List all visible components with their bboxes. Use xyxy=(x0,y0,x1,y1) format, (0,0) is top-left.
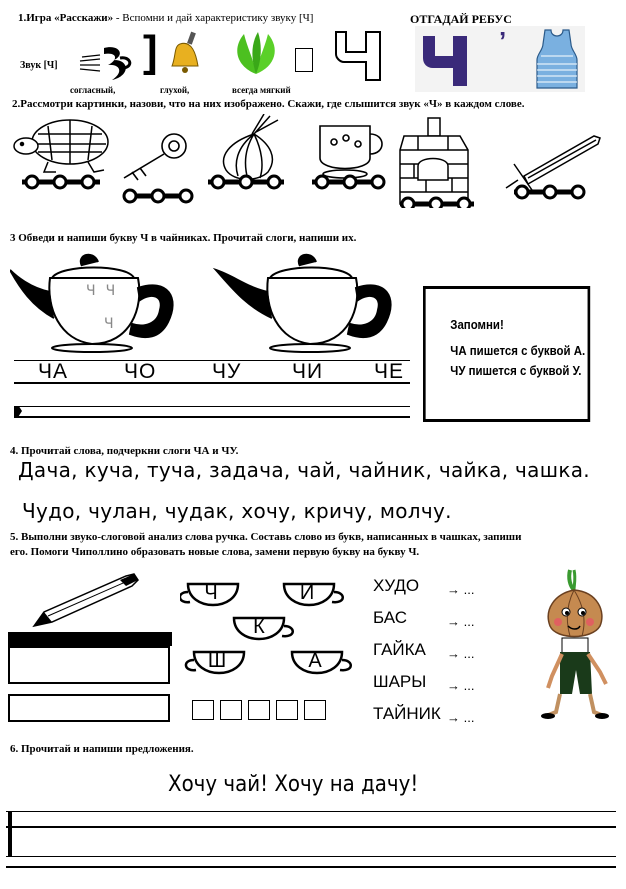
letter-cell[interactable] xyxy=(304,700,326,720)
letter-cell[interactable] xyxy=(192,700,214,720)
task4-words-line1: Дача, куча, туча, задача, чай, чайник, чайка, чашка. xyxy=(18,458,590,482)
syllable: ЧУ xyxy=(212,360,242,383)
pen-icon xyxy=(30,570,150,630)
writing-line xyxy=(14,406,410,407)
rebus-letter-che xyxy=(419,32,471,88)
letter-cell[interactable] xyxy=(220,700,242,720)
sound-label: Звук [Ч] xyxy=(20,60,58,71)
teapot-left-icon xyxy=(10,255,173,352)
rebus-panel xyxy=(415,26,585,92)
word-item: ХУДО xyxy=(373,576,420,595)
arrow-blank[interactable]: → ... xyxy=(447,582,475,597)
char-voiceless: глухой, xyxy=(160,85,190,95)
writing-line xyxy=(6,826,616,828)
cup-letter: А xyxy=(308,650,322,672)
turtle-icon xyxy=(14,120,108,172)
task4-heading: 4. Прочитай слова, подчеркни слоги ЧА и ЧУ. xyxy=(10,445,239,457)
arrow-blank[interactable]: → ... xyxy=(447,710,475,725)
task6-heading: 6. Прочитай и напиши предложения. xyxy=(10,743,194,755)
syllable: ЧО xyxy=(124,360,157,383)
task6-sentence: Хочу чай! Хочу на дачу! xyxy=(168,772,419,797)
bell-icon xyxy=(170,30,202,76)
task1-number: 1. xyxy=(18,12,27,24)
rebus-title: ОТГАДАЙ РЕБУС xyxy=(410,12,512,26)
syllable: ЧЕ xyxy=(374,360,405,383)
task3-heading: 3 Обведи и напиши букву Ч в чайниках. Прочитай слоги, напиши их. xyxy=(10,232,357,244)
cipollino-icon xyxy=(540,566,612,722)
teapot-right-icon xyxy=(216,255,391,352)
green-leaves-icon xyxy=(228,30,284,78)
outline-letter-che xyxy=(332,30,384,82)
char-soft: всегда мягкий xyxy=(232,85,291,95)
char-consonant: согласный, xyxy=(70,85,116,95)
task4-words-line2: Чудо, чулан, чудак, хочу, кричу, молчу. xyxy=(22,499,452,523)
dotted-letter[interactable]: Ч xyxy=(86,283,106,299)
mouth-sound-icon xyxy=(78,44,144,86)
task1-heading xyxy=(18,12,313,24)
cup-letter: Ч xyxy=(204,582,218,604)
rule-line-1: ЧА пишется с буквой А. xyxy=(450,343,586,358)
task5-heading-2: его. Помоги Чиполлино образовать новые слова, замени первую букву на букву Ч. xyxy=(10,546,420,558)
scheme-box[interactable] xyxy=(8,646,170,684)
arrow-blank[interactable]: → ... xyxy=(447,646,475,661)
task1-title: Игра «Расскажи» xyxy=(26,12,114,24)
line-start-marker xyxy=(8,811,12,857)
writing-line xyxy=(6,866,616,868)
writing-line xyxy=(14,416,410,418)
arrow-blank[interactable]: → ... xyxy=(447,614,475,629)
word-item: ШАРЫ xyxy=(373,672,427,691)
cup-letter: И xyxy=(299,582,315,604)
word-item: ГАЙКА xyxy=(373,640,426,659)
tank-top-icon xyxy=(533,28,581,90)
scheme-box-2[interactable] xyxy=(8,694,170,722)
cup-letter: Ш xyxy=(207,650,227,672)
writing-line xyxy=(6,856,616,857)
sword-icon xyxy=(506,136,600,190)
task1-text: - Вспомни и дай характеристику звуку [Ч] xyxy=(113,12,314,24)
bracket: ] xyxy=(143,27,158,76)
teapot-letter-1[interactable] xyxy=(86,283,125,299)
task2-pictures xyxy=(8,114,620,208)
onion-icon xyxy=(224,114,278,180)
letter-cell[interactable] xyxy=(276,700,298,720)
dotted-letter[interactable]: Ч xyxy=(105,283,126,299)
letter-cell[interactable] xyxy=(248,700,270,720)
key-icon xyxy=(124,134,186,180)
cup-letter: К xyxy=(253,616,265,638)
line-start-marker xyxy=(14,406,22,416)
arrow-blank[interactable]: → ... xyxy=(447,678,475,693)
syllable: ЧИ xyxy=(292,360,324,383)
syllable: ЧА xyxy=(38,360,69,383)
word-item: БАС xyxy=(373,608,408,627)
word-item: ТАЙНИК xyxy=(373,704,441,723)
letter-cells xyxy=(192,700,326,720)
word-scheme-icons xyxy=(22,176,584,208)
task5-heading-1: 5. Выполни звуко-слоговой анализ слова ручка. Составь слово из букв, написанных в чашках, запиши xyxy=(10,531,522,543)
writing-line xyxy=(6,811,616,812)
rule-title: Запомни! xyxy=(450,317,504,332)
rule-box xyxy=(423,286,590,422)
cup-icon xyxy=(320,126,382,178)
scheme-bar xyxy=(8,632,172,646)
teapot-letter-3[interactable]: Ч xyxy=(104,316,114,332)
rebus-comma: ’ xyxy=(499,26,507,56)
teapots xyxy=(10,248,414,358)
stove-icon xyxy=(400,118,468,204)
empty-square xyxy=(295,48,313,72)
task2-heading: 2.Рассмотри картинки, назови, что на них изображено. Скажи, где слышится звук «Ч» в каждом слове. xyxy=(12,98,525,110)
rule-line-2: ЧУ пишется с буквой У. xyxy=(450,363,582,378)
